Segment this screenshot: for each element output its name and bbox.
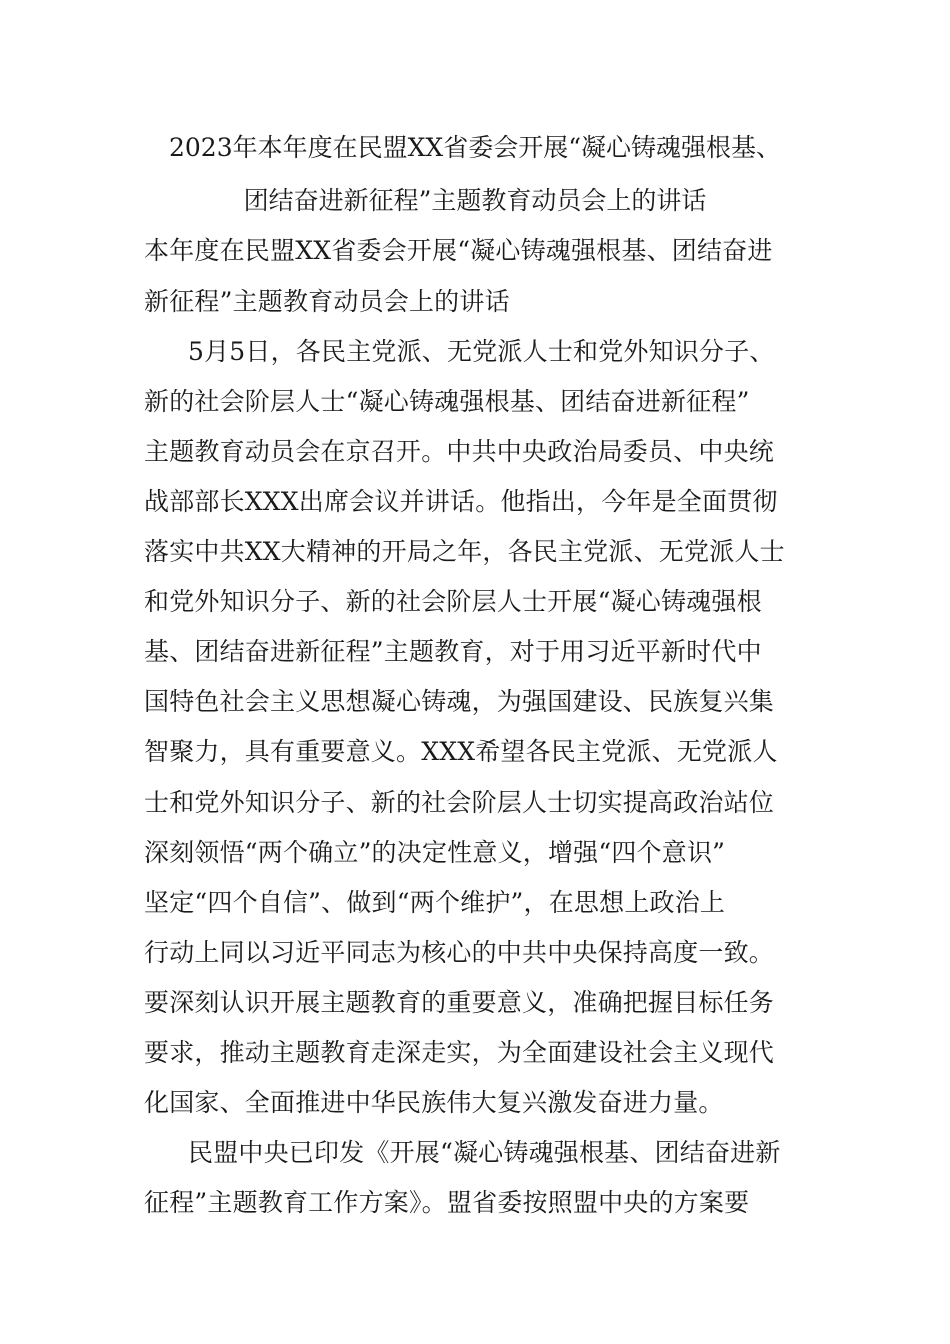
paragraph-1-line: 基、团结奋进新征程”主题教育，对于用习近平新时代中 bbox=[144, 637, 762, 666]
paragraph-1-line: 要深刻认识开展主题教育的重要意义，准确把握目标任务 bbox=[144, 988, 775, 1017]
subtitle-line: 本年度在民盟XX省委会开展“凝心铸魂强根基、团结奋进 bbox=[144, 236, 773, 265]
paragraph-1-line: 要求，推动主题教育走深走实，为全面建设社会主义现代 bbox=[144, 1038, 775, 1067]
paragraph-1-line: 深刻领悟“两个确立”的决定性意义，增强“四个意识” bbox=[144, 838, 726, 867]
document-title-line-1: 2023年本年度在民盟XX省委会开展“凝心铸魂强根基、 bbox=[168, 133, 781, 162]
paragraph-1-line: 5月5日，各民主党派、无党派人士和党外知识分子、 bbox=[188, 337, 775, 366]
subtitle-line: 新征程”主题教育动员会上的讲话 bbox=[144, 287, 510, 316]
paragraph-1-line: 落实中共XX大精神的开局之年，各民主党派、无党派人士 bbox=[144, 537, 785, 566]
paragraph-1-line: 化国家、全面推进中华民族伟大复兴激发奋进力量。 bbox=[144, 1088, 724, 1117]
paragraph-1-line: 士和党外知识分子、新的社会阶层人士切实提高政治站位 bbox=[144, 788, 775, 817]
paragraph-1-line: 和党外知识分子、新的社会阶层人士开展“凝心铸魂强根 bbox=[144, 587, 762, 616]
paragraph-1-line: 新的社会阶层人士“凝心铸魂强根基、团结奋进新征程” bbox=[144, 387, 750, 416]
paragraph-1-line: 主题教育动员会在京召开。中共中央政治局委员、中央统 bbox=[144, 437, 775, 466]
paragraph-2-line: 民盟中央已印发《开展“凝心铸魂强根基、团结奋进新 bbox=[188, 1138, 781, 1167]
paragraph-1-line: 行动上同以习近平同志为核心的中共中央保持高度一致。 bbox=[144, 938, 775, 967]
paragraph-2-line: 征程”主题教育工作方案》。盟省委按照盟中央的方案要 bbox=[144, 1188, 750, 1217]
paragraph-1-line: 战部部长XXX出席会议并讲话。他指出，今年是全面贯彻 bbox=[144, 487, 778, 516]
paragraph-1-line: 国特色社会主义思想凝心铸魂，为强国建设、民族复兴集 bbox=[144, 687, 775, 716]
paragraph-1-line: 智聚力，具有重要意义。XXX希望各民主党派、无党派人 bbox=[144, 737, 778, 766]
paragraph-1-line: 坚定“四个自信”、做到“两个维护”，在思想上政治上 bbox=[144, 888, 726, 917]
document-title-line-2: 团结奋进新征程”主题教育动员会上的讲话 bbox=[243, 186, 707, 215]
